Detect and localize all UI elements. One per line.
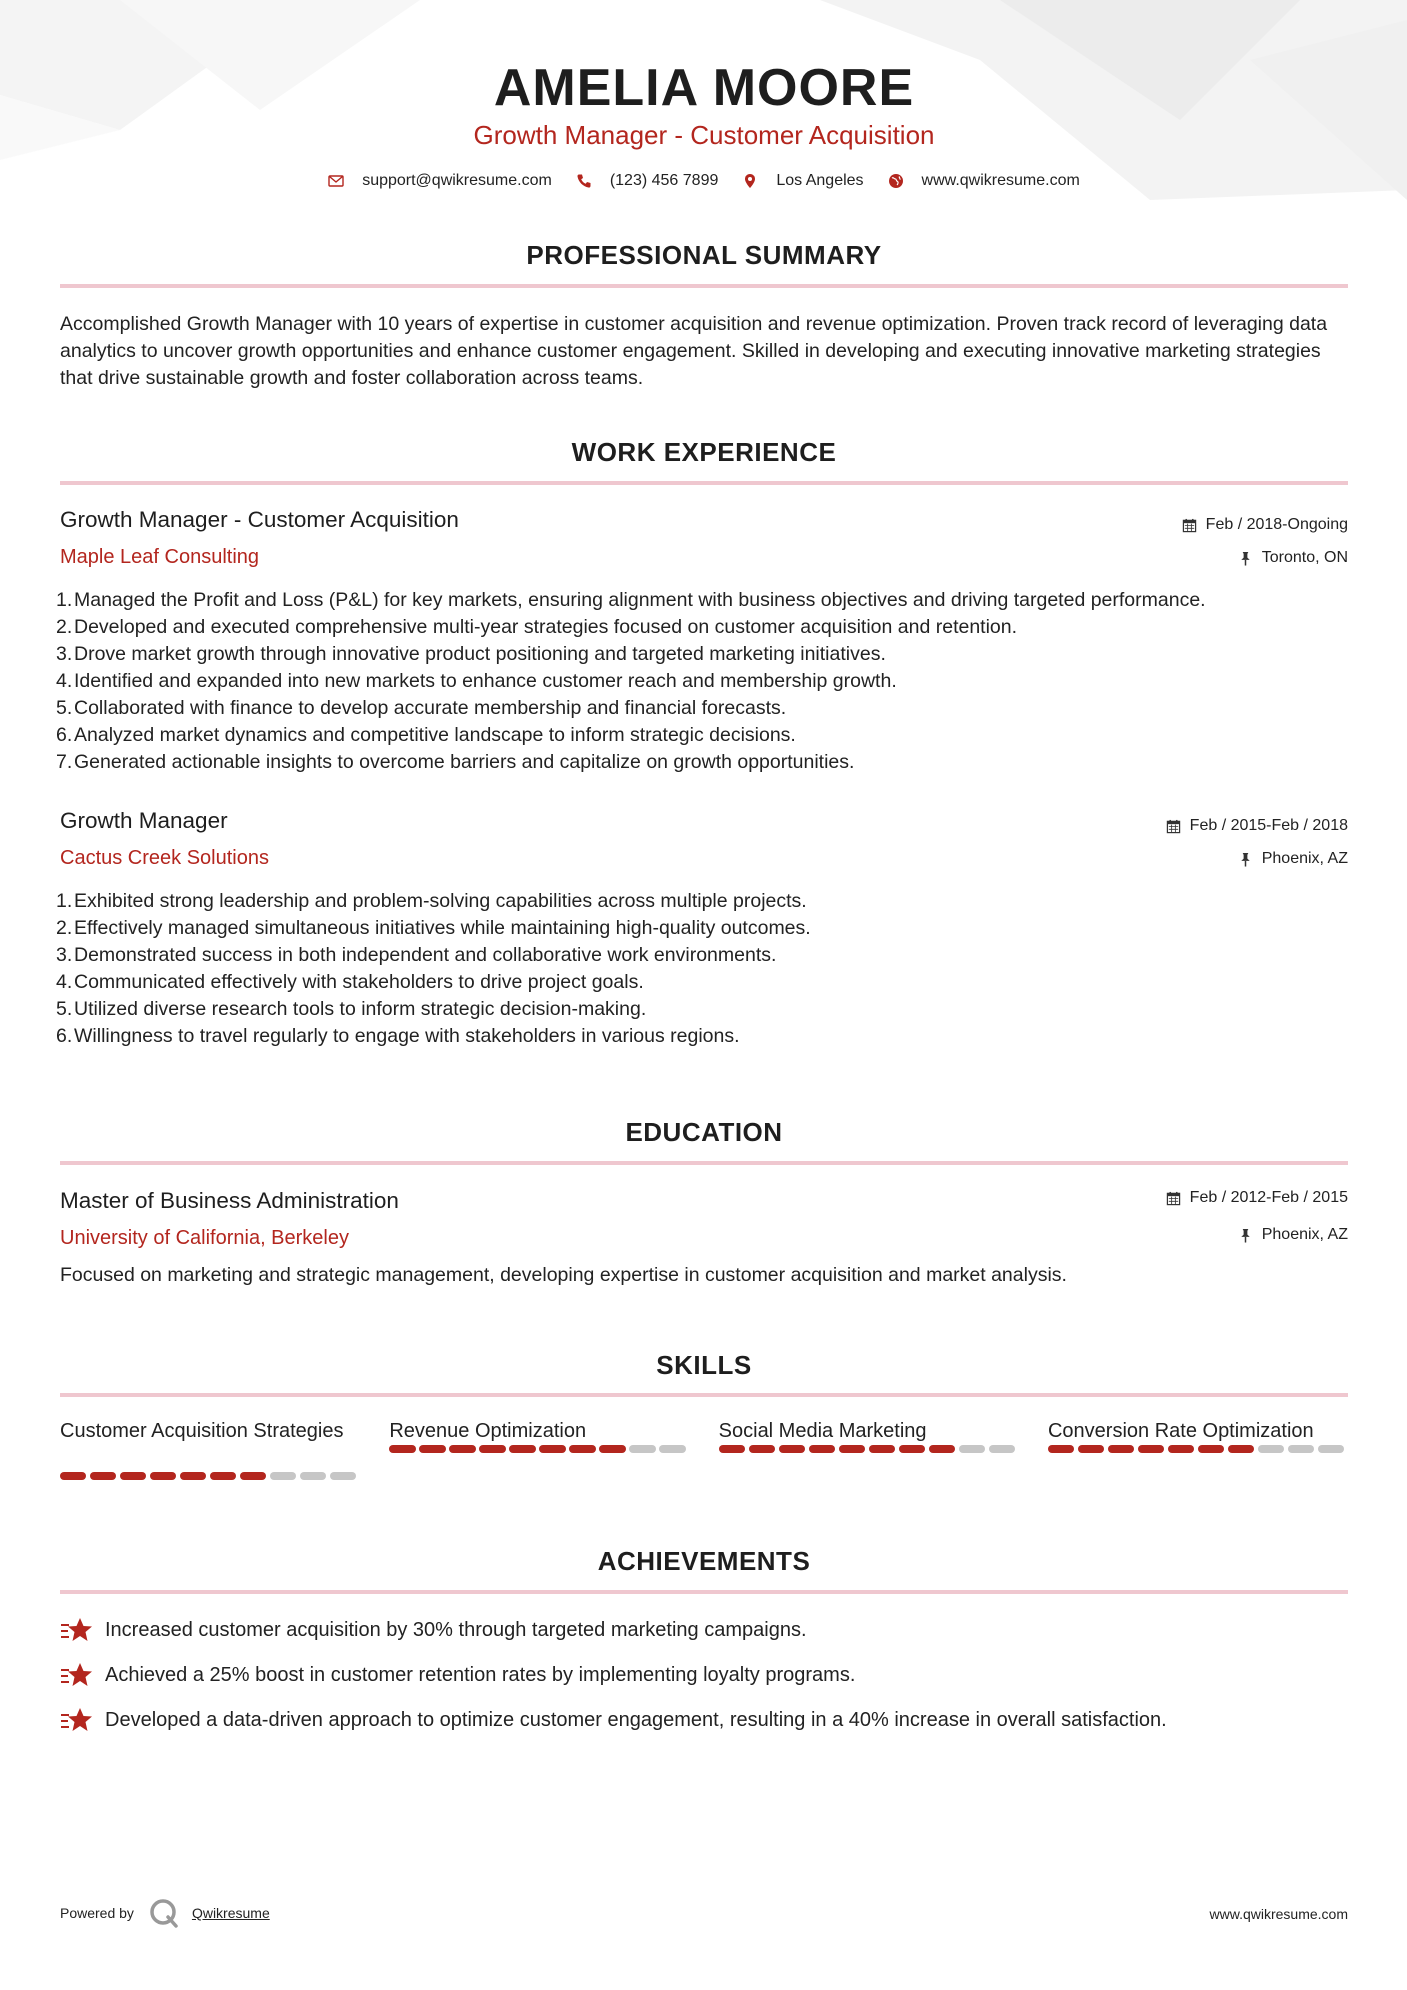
list-item: 3. Demonstrated success in both independent and collaborative work environments. [56,944,777,966]
contact-location [742,172,863,190]
star-icon [60,1615,94,1645]
skill-segment-filled [1048,1445,1074,1453]
skill-segment-filled [899,1445,925,1453]
skills-list [60,1418,1348,1480]
calendar-icon [1166,1191,1181,1206]
pushpin-icon [1238,852,1253,867]
education-dates [1166,1189,1348,1207]
skill-segment-filled [419,1445,445,1453]
email-text: support@qwikresume.com [362,172,552,189]
pushpin-icon [1238,551,1253,566]
skill-segment-empty [300,1472,326,1480]
candidate-name: AMELIA MOORE [493,59,915,117]
job-location [1238,850,1348,868]
experience-heading: WORK EXPERIENCE [571,437,837,467]
skill-segment-filled [1078,1445,1104,1453]
skill-segment-filled [210,1472,236,1480]
skill-name: Social Media Marketing [718,1420,927,1442]
skill-name: Conversion Rate Optimization [1047,1420,1314,1442]
contact-phone[interactable] [576,172,719,190]
job-dates [1182,516,1348,534]
summary-heading: PROFESSIONAL SUMMARY [526,240,882,270]
company-name: Maple Leaf Consulting [60,546,260,568]
skill-segment-filled [599,1445,625,1453]
list-item: 4. Identified and expanded into new markets to enhance customer reach and membership growth. [56,670,897,692]
achievement-item [60,1615,1348,1645]
skill-segment-filled [509,1445,535,1453]
skills-divider [60,1393,1348,1397]
skill-level-bar [60,1472,360,1480]
skill-segment-filled [749,1445,775,1453]
experience-divider [60,481,1348,485]
phone-text: (123) 456 7899 [609,172,719,189]
list-item: 5. Collaborated with finance to develop accurate membership and financial forecasts. [56,697,787,719]
calendar-icon [1182,518,1197,533]
globe-icon [888,173,904,189]
job-location-text: Toronto, ON [1261,549,1348,566]
achievement-text: Developed a data-driven approach to optimize customer engagement, resulting in a 40% increase in overall satisfaction. [105,1708,1167,1731]
contact-email[interactable] [328,172,552,190]
skill-level-bar [1048,1445,1348,1453]
footer-website[interactable]: www.qwikresume.com [1209,1906,1348,1922]
skill-item [719,1418,1019,1480]
skill-name: Revenue Optimization [389,1420,587,1442]
website-text: www.qwikresume.com [921,172,1080,189]
skill-level-bar [719,1445,1019,1453]
skill-segment-empty [629,1445,655,1453]
skill-segment-filled [120,1472,146,1480]
skill-segment-empty [1258,1445,1284,1453]
skill-segment-filled [389,1445,415,1453]
education-divider [60,1161,1348,1165]
candidate-role: Growth Manager - Customer Acquisition [473,120,935,150]
job-bullets [56,587,1344,776]
list-item: 4. Communicated effectively with stakeholders to drive project goals. [56,971,644,993]
job-dates-text: Feb / 2015-Feb / 2018 [1189,817,1348,834]
list-item: 6. Analyzed market dynamics and competitive landscape to inform strategic decisions. [56,724,796,746]
job-location-text: Phoenix, AZ [1261,850,1348,867]
skill-segment-filled [90,1472,116,1480]
skill-level-bar [389,1445,689,1453]
job-title: Growth Manager [60,808,228,833]
envelope-icon [328,173,344,189]
contact-website[interactable] [888,172,1080,190]
skill-segment-empty [1288,1445,1314,1453]
skill-segment-filled [719,1445,745,1453]
list-item: 3. Drove market growth through innovative product positioning and targeted marketing initiatives. [56,643,886,665]
skill-segment-filled [869,1445,895,1453]
degree-title: Master of Business Administration [60,1188,399,1213]
list-item: 7. Generated actionable insights to overcome barriers and capitalize on growth opportunities. [56,751,855,773]
skills-heading: SKILLS [656,1350,752,1380]
skill-name: Customer Acquisition Strategies [60,1420,344,1442]
job-dates [1166,817,1348,835]
location-text: Los Angeles [776,172,864,189]
skill-item [1048,1418,1348,1480]
list-item: 1. Managed the Profit and Loss (P&L) for key markets, ensuring alignment with business objectives and driving targeted performance. [56,589,1206,611]
skill-segment-filled [569,1445,595,1453]
school-name: University of California, Berkeley [60,1227,349,1249]
job-location [1238,549,1348,567]
skill-segment-filled [180,1472,206,1480]
powered-by-text: Powered by [60,1905,134,1921]
education-location-text: Phoenix, AZ [1261,1226,1348,1243]
skill-segment-filled [60,1472,86,1480]
skill-segment-filled [779,1445,805,1453]
achievements-divider [60,1590,1348,1594]
achievement-text: Achieved a 25% boost in customer retention rates by implementing loyalty programs. [105,1663,856,1686]
skill-segment-filled [809,1445,835,1453]
skill-segment-filled [1198,1445,1224,1453]
phone-icon [576,173,592,189]
list-item: 6. Willingness to travel regularly to engage with stakeholders in various regions. [56,1025,740,1047]
skill-segment-filled [449,1445,475,1453]
skill-segment-filled [929,1445,955,1453]
calendar-icon [1166,819,1181,834]
job-title: Growth Manager - Customer Acquisition [60,507,459,532]
skill-segment-empty [659,1445,685,1453]
footer-powered-by [60,1897,270,1929]
list-item: 1. Exhibited strong leadership and problem-solving capabilities across multiple projects. [56,890,807,912]
education-heading: EDUCATION [625,1117,783,1147]
star-icon [60,1705,94,1735]
education-description: Focused on marketing and strategic management, developing expertise in customer acquisition and market analysis. [60,1264,1067,1286]
list-item: 5. Utilized diverse research tools to inform strategic decision-making. [56,998,647,1020]
summary-divider [60,284,1348,288]
qwikresume-logo-icon [148,1897,180,1929]
list-item: 2. Effectively managed simultaneous initiatives while maintaining high-quality outcomes. [56,917,811,939]
skill-segment-filled [1108,1445,1134,1453]
summary-text: Accomplished Growth Manager with 10 years of expertise in customer acquisition and revenue optimization. Proven track record of leveraging data analytics to uncover growth opportunities and enhance customer engagement. Skilled in developing and executing innovative marketing strategies that drive sustainable growth and foster collaboration across teams. [60,313,1328,389]
achievement-item [60,1660,1348,1690]
star-icon [60,1660,94,1690]
skill-segment-filled [1228,1445,1254,1453]
brand-link[interactable]: Qwikresume [191,1905,270,1921]
skill-item [389,1418,689,1480]
list-item: 2. Developed and executed comprehensive multi-year strategies focused on customer acquisition and retention. [56,616,1018,638]
education-dates-text: Feb / 2012-Feb / 2015 [1189,1189,1348,1206]
skill-segment-empty [1318,1445,1344,1453]
job-dates-text: Feb / 2018-Ongoing [1205,516,1348,533]
skill-segment-filled [1168,1445,1194,1453]
achievement-item [60,1705,1348,1735]
company-name: Cactus Creek Solutions [60,847,269,869]
skill-segment-filled [1138,1445,1164,1453]
map-pin-icon [742,173,758,189]
skill-segment-filled [539,1445,565,1453]
skill-segment-filled [150,1472,176,1480]
achievements-heading: ACHIEVEMENTS [597,1546,811,1576]
skill-segment-filled [240,1472,266,1480]
skill-segment-empty [330,1472,356,1480]
skill-segment-empty [270,1472,296,1480]
skill-item [60,1418,360,1480]
skill-segment-empty [959,1445,985,1453]
contact-bar [60,172,1348,190]
skill-segment-filled [479,1445,505,1453]
achievement-text: Increased customer acquisition by 30% through targeted marketing campaigns. [105,1618,807,1641]
pushpin-icon [1238,1228,1253,1243]
education-location [1238,1226,1348,1244]
job-bullets [56,888,1344,1050]
skill-segment-empty [989,1445,1015,1453]
skill-segment-filled [839,1445,865,1453]
